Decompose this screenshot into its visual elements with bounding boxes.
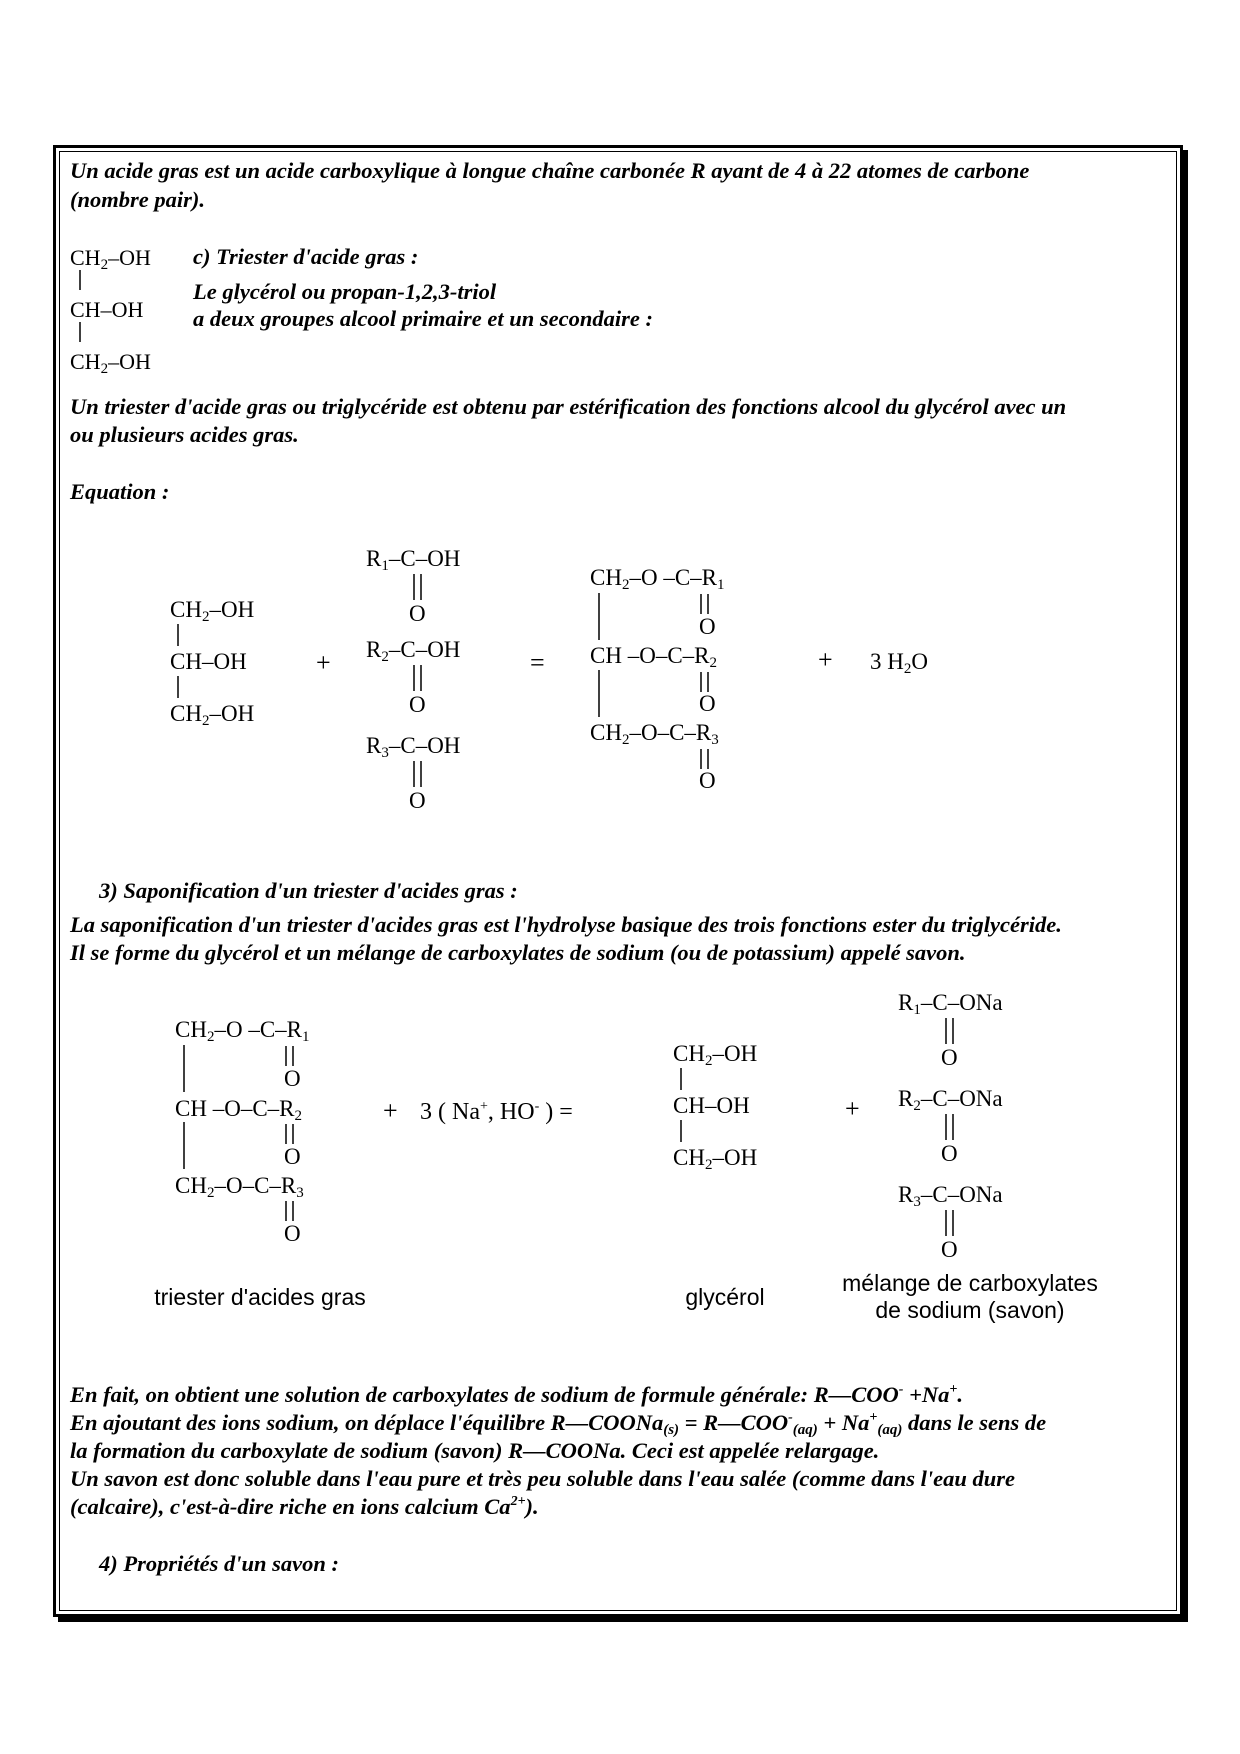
caption-glycerol: glycérol (685, 1284, 765, 1310)
details-line-2: En ajoutant des ions sodium, on déplace l'équilibre R—COONa$_{(s)}$ = $R—COO^-_{(aq)} + Na^+_{(aq)}$ dans le sens de (70, 1410, 1047, 1438)
eq1-equals: = (530, 648, 545, 677)
section-3-line-2: Il se forme du glycérol et un mélange de carboxylates de sodium (ou de potassium) appelé savon. (70, 940, 966, 965)
eq2-salt-2-o: O (941, 1141, 958, 1166)
intro-line-1: Un acide gras est un acide carboxylique à longue chaîne carbonée R ayant de 4 à 22 atomes de carbone (70, 158, 1030, 183)
eq2-trig-bonds (181, 1042, 321, 1272)
eq2-glycerol: $CH_2-OH$ CH–OH $CH_2-OH$ (673, 1041, 758, 1173)
details-line-5: (calcaire), c'est-à-dire riche en ions calcium $Ca^{2+}$). (70, 1494, 539, 1519)
eq2-salt-1: $R_1-C$–ONa (898, 990, 1003, 1018)
eq1-water: 3 $H_2O$ (870, 649, 928, 677)
eq2-salt-3: $R_3-C$–ONa (898, 1182, 1003, 1210)
equation-label: Equation : (70, 479, 170, 504)
section-3-heading: 3) Saponification d'un triester d'acides gras : (99, 878, 518, 903)
eq2-plus-2: + (845, 1094, 860, 1123)
eq1-acid-double-bonds (411, 570, 431, 870)
caption-mixture (820, 1270, 1120, 1324)
eq1-acid-2-o: O (409, 692, 426, 717)
eq1-acid-3-o: O (409, 788, 426, 813)
section-c-line-2: a deux groupes alcool primaire et un secondaire : (193, 306, 653, 331)
eq2-trig-row-2: CH $-O-C-R_2$ (175, 1096, 303, 1124)
eq1-trig-o-2: O (699, 691, 716, 716)
intro-line-2: (nombre pair). (70, 187, 205, 212)
eq2-plus-1: + (383, 1096, 398, 1125)
eq2-trig-row-3: $CH_2-O-C-R_3$ (175, 1173, 304, 1201)
eq1-acid-1-o: O (409, 601, 426, 626)
eq1-glycerol: $CH_2-OH$ CH–OH $CH_2-OH$ (170, 597, 255, 729)
eq1-glycerol-bonds (176, 622, 186, 742)
eq1-trig-o-1: O (699, 614, 716, 639)
caption-triester: triester d'acides gras (154, 1284, 366, 1310)
eq1-trig-o-3: O (699, 768, 716, 793)
eq2-salt-double-bonds (943, 1014, 963, 1314)
eq1-acid-3: $R_3-C-OH$ (366, 733, 461, 761)
section-4-heading: 4) Propriétés d'un savon : (99, 1551, 340, 1576)
eq2-salt-2: $R_2-C$–ONa (898, 1086, 1003, 1114)
eq2-reagent: 3 ( Na+, HO- ) = (420, 1099, 573, 1125)
eq2-salt-3-o: O (941, 1237, 958, 1262)
section-c-heading: c) Triester d'acide gras : (193, 244, 419, 269)
eq2-salt-1-o: O (941, 1045, 958, 1070)
eq1-acid-2: $R_2-C-OH$ (366, 637, 461, 665)
eq2-trig-row-1: $CH_2-O$ $-C-R_1$ (175, 1017, 310, 1045)
eq2-trig-o-1: O (284, 1066, 301, 1091)
eq1-acid-1: $R_1-C-OH$ (366, 546, 461, 574)
eq1-plus-1: + (316, 648, 331, 677)
eq1-trig-row-1: $CH_2-O$ $-C-R_1$ (590, 565, 725, 593)
glycerol-small-bonds (78, 270, 88, 390)
eq1-trig-row-2: CH $-O-C-R_2$ (590, 643, 718, 671)
eq1-trig-bonds (595, 590, 735, 820)
caption-mixture-line-1: mélange de carboxylates (842, 1270, 1098, 1296)
glycerol-structure-small: $CH_2-OH$ CH–OH $CH_2-OH$ (70, 245, 151, 377)
section-c-line-1: Le glycérol ou propan-1,2,3-triol (193, 279, 497, 304)
triglyceride-line-1: Un triester d'acide gras ou triglycéride est obtenu par estérification des fonctions alcool du glycérol avec un (70, 394, 1067, 419)
details-line-4: Un savon est donc soluble dans l'eau pure et très peu soluble dans l'eau salée (comme dans l'eau dure (70, 1466, 1016, 1491)
eq2-trig-o-2: O (284, 1144, 301, 1169)
eq2-glycerol-bonds (679, 1066, 689, 1186)
details-line-1: En fait, on obtient une solution de carboxylates de sodium de formule générale: R—COO- +Na+. (70, 1382, 964, 1407)
caption-mixture-line-2: de sodium (savon) (875, 1297, 1065, 1323)
eq1-trig-row-3: $CH_2-O-C-R_3$ (590, 720, 719, 748)
eq1-plus-2: + (818, 645, 833, 674)
eq2-trig-o-3: O (284, 1221, 301, 1246)
details-line-3: la formation du carboxylate de sodium (savon) R—COONa. Ceci est appelée relargage. (70, 1438, 880, 1463)
section-3-line-1: La saponification d'un triester d'acides gras est l'hydrolyse basique des trois fonctions ester du triglycéride. (70, 912, 1062, 937)
triglyceride-line-2: ou plusieurs acides gras. (70, 422, 299, 447)
